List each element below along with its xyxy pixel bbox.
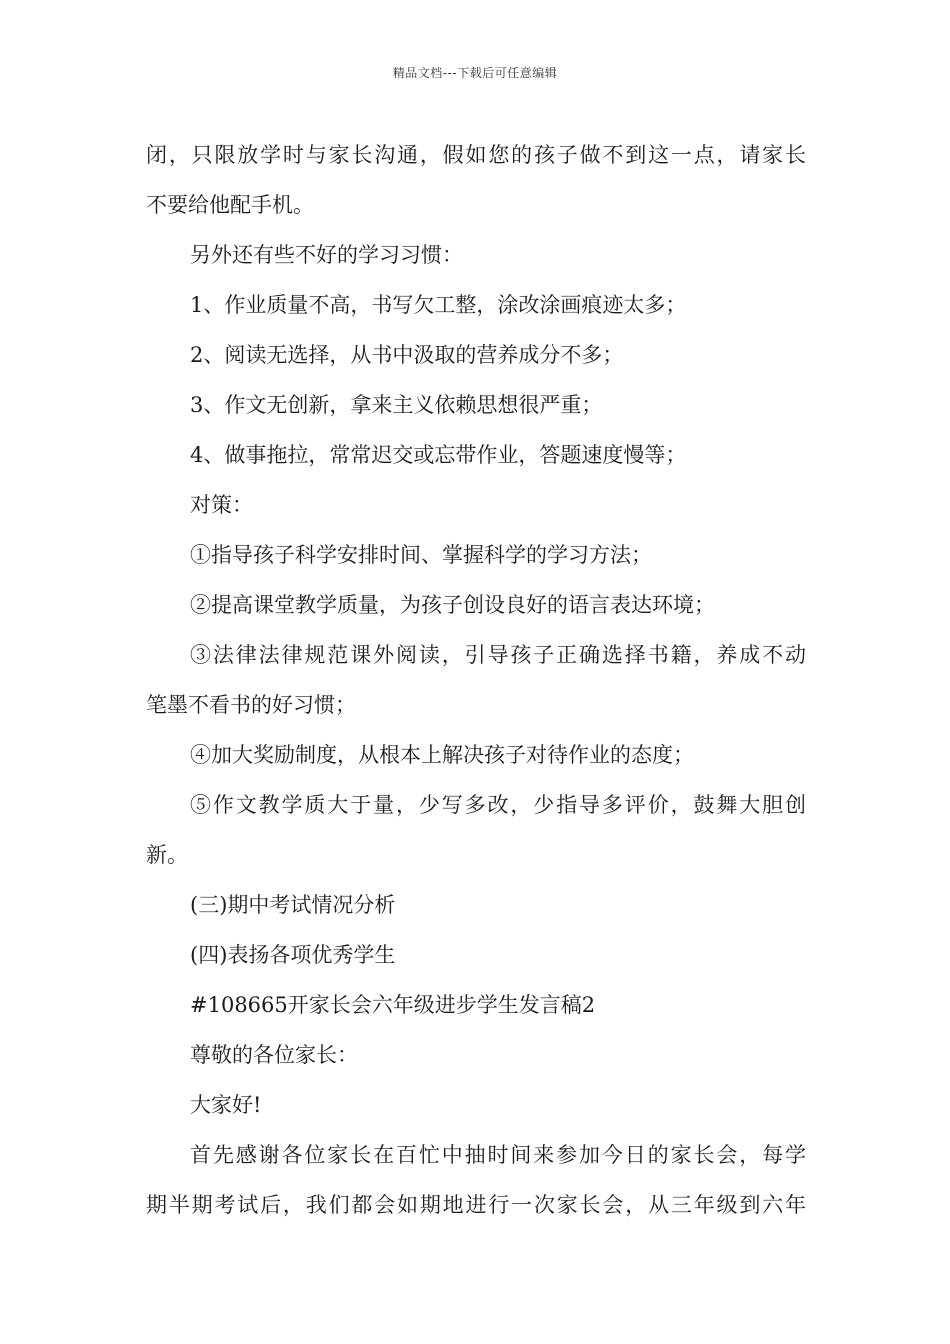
paragraph-line: 闭，只限放学时与家长沟通，假如您的孩子做不到这一点，请家长 bbox=[146, 143, 806, 167]
paragraph-line: 新。 bbox=[146, 843, 188, 867]
greeting: 大家好! bbox=[190, 1093, 262, 1117]
list-item: 2、阅读无选择，从书中汲取的营养成分不多； bbox=[190, 343, 624, 367]
section-label: 对策： bbox=[190, 493, 253, 517]
paragraph-line: 首先感谢各位家长在百忙中抽时间来参加今日的家长会，每学 bbox=[190, 1143, 806, 1167]
list-item: ③法律法律规范课外阅读，引导孩子正确选择书籍，养成不动 bbox=[190, 643, 806, 667]
paragraph-line: 期半期考试后，我们都会如期地进行一次家长会，从三年级到六年 bbox=[146, 1193, 806, 1217]
list-item: 1、作业质量不高，书写欠工整，涂改涂画痕迹太多； bbox=[190, 293, 687, 317]
section-heading: (四)表扬各项优秀学生 bbox=[190, 943, 396, 967]
paragraph-line: 另外还有些不好的学习习惯： bbox=[190, 243, 463, 267]
list-item: 4、做事拖拉，常常迟交或忘带作业，答题速度慢等； bbox=[190, 443, 687, 467]
section-heading: (三)期中考试情况分析 bbox=[190, 893, 396, 917]
document-body bbox=[146, 130, 806, 1230]
list-item: ①指导孩子科学安排时间、掌握科学的学习方法； bbox=[190, 543, 652, 567]
salutation: 尊敬的各位家长： bbox=[190, 1043, 358, 1067]
document-title: #108665开家长会六年级进步学生发言稿2 bbox=[190, 993, 596, 1017]
list-item: 3、作文无创新，拿来主义依赖思想很严重； bbox=[190, 393, 603, 417]
list-item: ④加大奖励制度，从根本上解决孩子对待作业的态度； bbox=[190, 743, 694, 767]
paragraph-line: 不要给他配手机。 bbox=[146, 193, 314, 217]
page-header: 精品文档---下载后可任意编辑 bbox=[392, 66, 558, 80]
paragraph-line: 笔墨不看书的好习惯； bbox=[146, 693, 356, 717]
list-item: ⑤作文教学质大于量，少写多改，少指导多评价，鼓舞大胆创 bbox=[190, 793, 806, 817]
list-item: ②提高课堂教学质量，为孩子创设良好的语言表达环境； bbox=[190, 593, 715, 617]
